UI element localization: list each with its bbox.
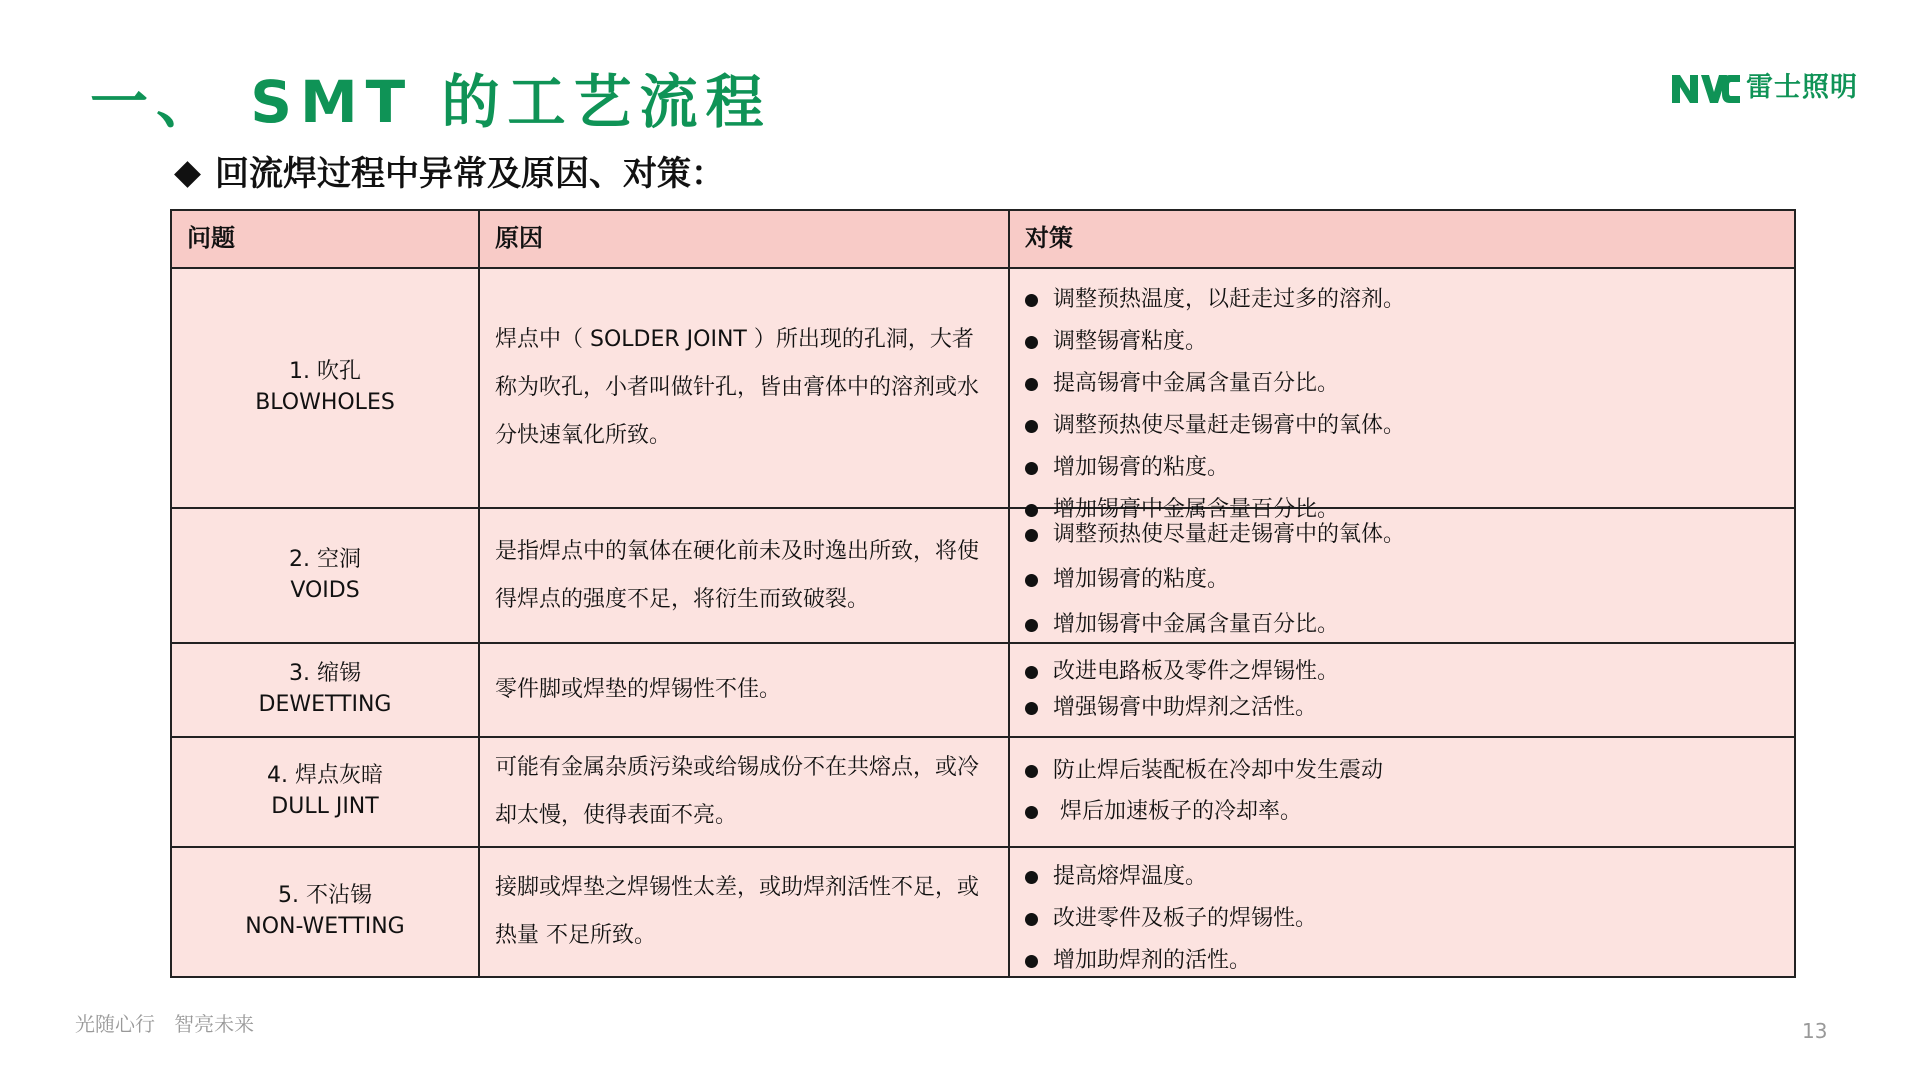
measure-cell bbox=[1009, 268, 1795, 522]
header-measure: 对策 bbox=[1009, 210, 1795, 268]
cause-cell: 焊点中（ SOLDER JOINT ）所出现的孔洞，大者称为吹孔，小者叫做针孔，皆由膏体中的溶剂或水分快速氧化所致。 bbox=[479, 268, 1009, 508]
header-cause: 原因 bbox=[479, 210, 1009, 268]
measure-item: 增加助焊剂的活性。 bbox=[1025, 940, 1794, 982]
problem-name-en: BLOWHOLES bbox=[255, 390, 395, 415]
problem-name-cn: 3. 缩锡 bbox=[289, 661, 361, 687]
bullet-dot-icon bbox=[1025, 378, 1038, 391]
diamond-bullet-icon bbox=[174, 161, 201, 188]
measure-item: 增强锡膏中助焊剂之活性。 bbox=[1025, 690, 1794, 726]
measure-item: 调整预热温度，以赶走过多的溶剂。 bbox=[1025, 279, 1794, 321]
measure-item: 调整预热使尽量赶走锡膏中的氧体。 bbox=[1025, 513, 1794, 558]
cause-cell: 零件脚或焊垫的焊锡性不佳。 bbox=[479, 643, 1009, 737]
measure-item: 防止焊后装配板在冷却中发生震动 bbox=[1025, 751, 1794, 792]
measure-list bbox=[1010, 513, 1794, 648]
problem-name-cn: 4. 焊点灰暗 bbox=[267, 763, 383, 789]
measure-item: 增加锡膏的粘度。 bbox=[1025, 558, 1794, 603]
cause-cell: 是指焊点中的氧体在硬化前未及时逸出所致，将使得焊点的强度不足，将衍生而致破裂。 bbox=[479, 508, 1009, 643]
problem-name-en: DEWETTING bbox=[258, 692, 392, 717]
reflow-defects-table bbox=[170, 209, 1796, 978]
table-row bbox=[171, 268, 1795, 508]
bullet-dot-icon bbox=[1025, 574, 1038, 587]
bullet-dot-icon bbox=[1025, 336, 1038, 349]
problem-name-en: VOIDS bbox=[290, 577, 360, 603]
problem-name-en: NON-WETTING bbox=[245, 914, 405, 939]
measure-item: 增加锡膏中金属含量百分比。 bbox=[1025, 489, 1794, 531]
table-row bbox=[171, 508, 1795, 643]
measure-item: 调整锡膏粘度。 bbox=[1025, 321, 1794, 363]
measure-cell bbox=[1009, 643, 1795, 737]
measure-item: 焊后加速板子的冷却率。 bbox=[1025, 792, 1794, 833]
table-row bbox=[171, 737, 1795, 847]
table-row bbox=[171, 643, 1795, 737]
bullet-dot-icon bbox=[1025, 294, 1038, 307]
header-problem: 问题 bbox=[171, 210, 479, 268]
bullet-dot-icon bbox=[1025, 806, 1038, 819]
bullet-dot-icon bbox=[1025, 955, 1038, 968]
measure-item: 增加锡膏中金属含量百分比。 bbox=[1025, 603, 1794, 648]
measure-item: 增加锡膏的粘度。 bbox=[1025, 447, 1794, 489]
bullet-dot-icon bbox=[1025, 619, 1038, 632]
problem-name-cn: 1. 吹孔 bbox=[289, 359, 361, 385]
logo-text: 雷士照明 bbox=[1746, 72, 1858, 103]
bullet-dot-icon bbox=[1025, 871, 1038, 884]
cause-cell: 可能有金属杂质污染或给锡成份不在共熔点，或冷却太慢，使得表面不亮。 bbox=[479, 737, 1009, 847]
cause-cell: 接脚或焊垫之焊锡性太差，或助焊剂活性不足，或热量 不足所致。 bbox=[479, 847, 1009, 977]
bullet-dot-icon bbox=[1025, 529, 1038, 542]
problem-name-en: DULL JINT bbox=[271, 794, 379, 819]
bullet-dot-icon bbox=[1025, 504, 1038, 517]
problem-cell bbox=[171, 847, 479, 977]
measure-item: 提高熔焊温度。 bbox=[1025, 856, 1794, 898]
problem-cell bbox=[171, 508, 479, 643]
page-number: 13 bbox=[1802, 1019, 1828, 1043]
footer-slogan: 光随心行 智亮未来 bbox=[75, 1012, 255, 1036]
measure-cell bbox=[1009, 508, 1795, 643]
measure-cell bbox=[1009, 847, 1795, 977]
problem-cell bbox=[171, 643, 479, 737]
slide-title: 一、 SMT 的工艺流程 bbox=[90, 68, 772, 136]
bullet-dot-icon bbox=[1025, 462, 1038, 475]
measure-item: 改进零件及板子的焊锡性。 bbox=[1025, 898, 1794, 940]
measure-list bbox=[1010, 654, 1794, 726]
measure-item: 调整预热使尽量赶走锡膏中的氧体。 bbox=[1025, 405, 1794, 447]
measure-item: 改进电路板及零件之焊锡性。 bbox=[1025, 654, 1794, 690]
subtitle-text: 回流焊过程中异常及原因、对策： bbox=[215, 154, 725, 194]
bullet-dot-icon bbox=[1025, 913, 1038, 926]
bullet-dot-icon bbox=[1025, 765, 1038, 778]
problem-name-cn: 2. 空洞 bbox=[289, 546, 361, 572]
measure-list bbox=[1010, 856, 1794, 982]
problem-cell bbox=[171, 268, 479, 508]
table-header-row bbox=[171, 210, 1795, 268]
measure-list bbox=[1010, 279, 1794, 531]
measure-cell bbox=[1009, 737, 1795, 847]
company-logo bbox=[1670, 70, 1858, 106]
table-row bbox=[171, 847, 1795, 977]
measure-list bbox=[1010, 751, 1794, 833]
bullet-dot-icon bbox=[1025, 666, 1038, 679]
bullet-dot-icon bbox=[1025, 420, 1038, 433]
bullet-dot-icon bbox=[1025, 702, 1038, 715]
section-subtitle bbox=[172, 148, 725, 200]
measure-item: 提高锡膏中金属含量百分比。 bbox=[1025, 363, 1794, 405]
nvc-logo-mark-icon bbox=[1670, 70, 1742, 106]
problem-cell bbox=[171, 737, 479, 847]
problem-name-cn: 5. 不沾锡 bbox=[278, 883, 372, 909]
